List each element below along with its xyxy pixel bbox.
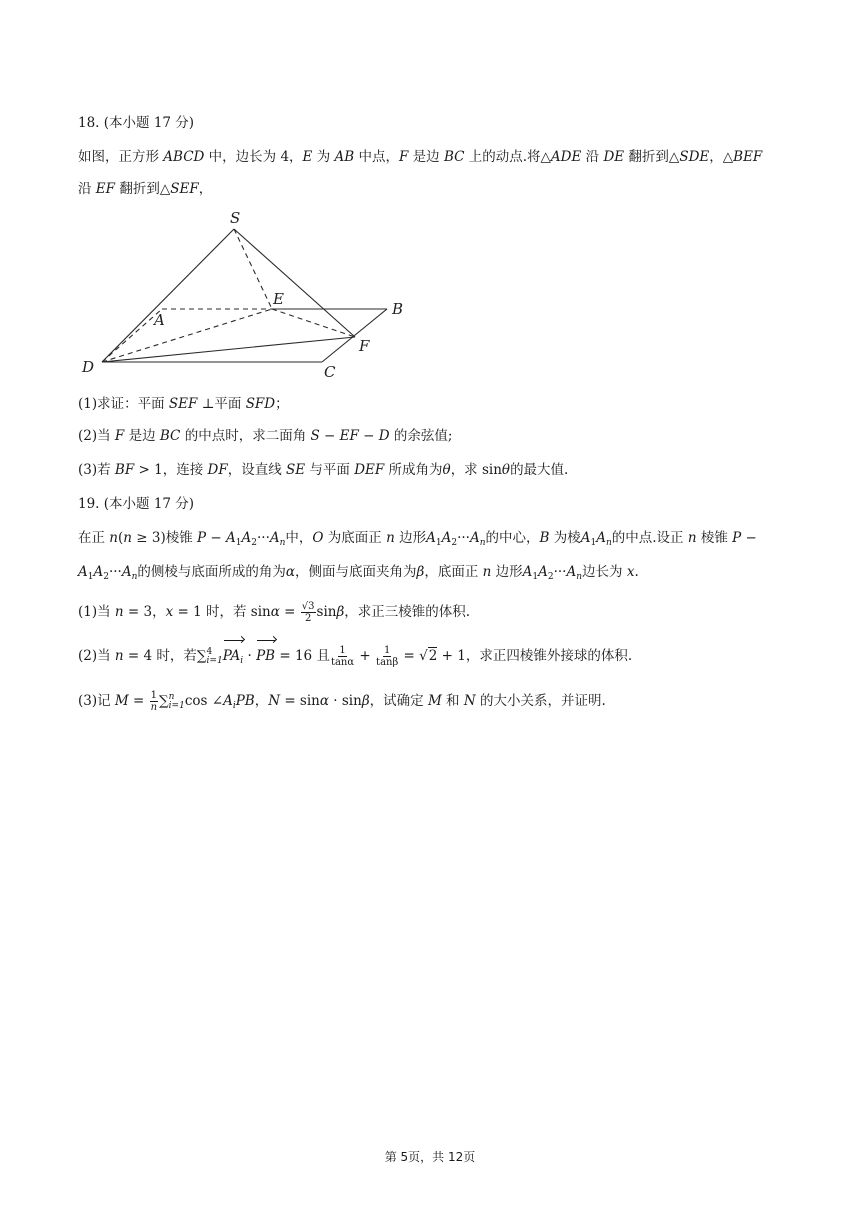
edge-ef xyxy=(272,309,355,337)
q18-part2: (2)当 F 是边 BC 的中点时，求二面角 S − EF − D 的余弦值; xyxy=(78,428,453,444)
q18-heading: 18. (本小题 17 分) xyxy=(78,115,195,131)
fraction-1-over-tan-beta: $\frac{1}{\tan\beta}$ xyxy=(376,645,399,668)
edge-da xyxy=(102,309,162,362)
label-C: C xyxy=(324,363,336,381)
pyramid-figure xyxy=(70,205,430,390)
edge-se xyxy=(234,229,272,309)
label-B: B xyxy=(392,300,404,318)
q18-part1: (1)求证：平面 SEF ⊥平面 SFD； xyxy=(78,396,289,412)
fraction-1-over-tan-alpha: $\frac{1}{\tan\alpha}$ xyxy=(330,645,355,668)
vector-PA: $PA_i$ xyxy=(223,643,243,669)
edge-sd xyxy=(102,229,234,362)
edge-sf xyxy=(234,229,355,337)
label-F: F xyxy=(359,337,370,355)
q18-part3: (3)若 BF > 1，连接 DF，设直线 SE 与平面 DEF 所成角为θ，求 sinθ的最大值. xyxy=(78,462,569,478)
q19-part3: (3)记 M = $\frac{1}{n}$ ∑ n i=1 $\cos \angle A_iPB$，N = sinα · sinβ，试确定 M 和 N 的大小关系，并证明. xyxy=(78,690,606,713)
label-D: D xyxy=(82,358,95,376)
q18-intro-line2: 沿 EF 翻折到△SEF， xyxy=(78,181,213,197)
label-S: S xyxy=(230,209,241,227)
label-E: E xyxy=(273,290,284,308)
page-footer: 第 5页，共 12页 xyxy=(384,1150,476,1164)
fraction-1-over-n: $\frac{1}{n}$ xyxy=(150,690,158,713)
q19-heading: 19. (本小题 17 分) xyxy=(78,496,195,512)
q19-intro-line2: $A_1A_2\cdot\cdot\cdot A_n$的侧棱与底面所成的角为α，侧面与底面夹角为β，底面正 n 边形$A_1A_2\cdot\cdot\cdot A_n$边长为 x. xyxy=(78,564,639,582)
edge-df xyxy=(102,337,355,362)
q18-intro-line1: 如图，正方形 ABCD 中，边长为 4，E 为 AB 中点，F 是边 BC 上的动点.将△ADE 沿 DE 翻折到△SDE，△BEF xyxy=(78,149,763,165)
q19-intro-line1: 在正 n(n ≥ 3)棱锥 $P - A_1A_2\cdot\cdot\cdot A_n$中，O 为底面正 n 边形$A_1A_2\cdot\cdot\cdot A_n$的中心，B 为棱$A_1A_n$的中点.设正 n 棱锥 P − xyxy=(78,530,757,548)
vector-PB: PB xyxy=(256,643,275,669)
q19-part2: (2)当 n = 4 时，若∑ 4 i=1 $PA_i$ · PB = 16 且 $\frac{1}{\tan\alpha}$ + $\frac{1}{\tan\beta}$ = √2 + 1，求正四棱锥外接球的体积. xyxy=(78,645,633,668)
q19-part1: (1)当 n = 3，x = 1 时，若 sinα = $\frac{√3}{2}$ sinβ，求正三棱锥的体积. xyxy=(78,601,471,624)
label-A: A xyxy=(154,311,165,329)
fraction-sqrt3-over-2: $\frac{√3}{2}$ xyxy=(301,601,315,624)
